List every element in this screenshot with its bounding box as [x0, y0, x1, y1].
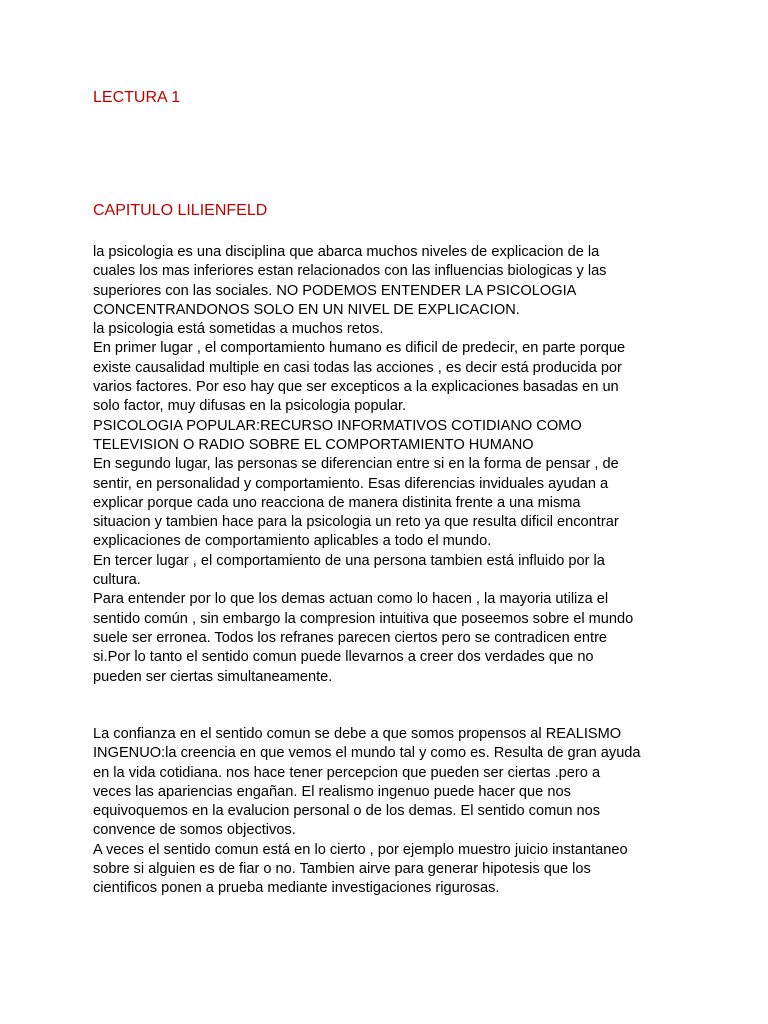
- document-title: LECTURA 1: [93, 89, 181, 106]
- text-line: INGENUO:la creencia en que vemos el mundo tal y como es. Resulta de gran ayuda: [93, 745, 641, 762]
- text-line: si.Por lo tanto el sentido comun puede llevarnos a creer dos verdades que no: [93, 649, 594, 666]
- text-line: cuales los mas inferiores estan relacionados con las influencias biologicas y las: [93, 263, 607, 280]
- text-line: explicaciones de comportamiento aplicables a todo el mundo.: [93, 533, 492, 550]
- text-line: En segundo lugar, las personas se diferencian entre si en la forma de pensar , de: [93, 456, 619, 473]
- text-line: equivoquemos en la evalucion personal o de los demas. El sentido comun nos: [93, 803, 601, 820]
- text-line: En tercer lugar , el comportamiento de una persona tambien está influido por la: [93, 552, 605, 569]
- text-line: A veces el sentido comun está en lo cierto , por ejemplo muestro juicio instantaneo: [93, 841, 628, 858]
- text-line: PSICOLOGIA POPULAR:RECURSO INFORMATIVOS COTIDIANO COMO: [93, 417, 582, 434]
- text-line: situacion y tambien hace para la psicologia un reto ya que resulta dificil encontrar: [93, 514, 619, 531]
- text-line: La confianza en el sentido comun se debe a que somos propensos al REALISMO: [93, 726, 622, 742]
- text-line: superiores con las sociales. NO PODEMOS ENTENDER LA PSICOLOGIA: [93, 282, 577, 299]
- text-line: pueden ser ciertas simultaneamente.: [93, 668, 333, 685]
- text-line: TELEVISION O RADIO SOBRE EL COMPORTAMIENTO HUMANO: [93, 436, 534, 453]
- text-line: En primer lugar , el comportamiento humano es dificil de predecir, en parte porque: [93, 340, 626, 357]
- text-line: cientificos ponen a prueba mediante investigaciones rigurosas.: [93, 880, 500, 897]
- text-line: cultura.: [93, 572, 141, 589]
- paragraph-block-2: [93, 725, 693, 899]
- text-line: sentido común , sin embargo la compresion intuitiva que poseemos sobre el mundo: [93, 610, 634, 627]
- text-line: varios factores. Por eso hay que ser excepticos a la explicaciones basadas en un: [93, 379, 619, 396]
- section-title: CAPITULO LILIENFELD: [93, 202, 268, 219]
- text-line: la psicologia es una disciplina que abarca muchos niveles de explicacion de la: [93, 244, 600, 260]
- text-line: sentir, en personalidad y comportamiento. Esas diferencias invidualеs ayudan a: [93, 475, 609, 492]
- text-line: explicar porque cada uno reacciona de manera distinita frente a una misma: [93, 494, 581, 511]
- paragraph-block-1: [93, 243, 693, 687]
- text-line: en la vida cotidiana. nos hace tener percepcion que pueden ser ciertas .pero a: [93, 764, 601, 781]
- text-line: suele ser erronea. Todos los refranes parecen ciertos pero se contradicen entre: [93, 629, 608, 646]
- text-line: la psicologia está sometidas a muchos retos.: [93, 321, 384, 338]
- text-line: convence de somos objectivos.: [93, 822, 296, 839]
- text-line: sobre si alguien es de fiar o no. Tambien airve para generar hipotesis que los: [93, 861, 591, 878]
- text-line: existe causalidad multiple en casi todas las acciones , es decir está producida por: [93, 359, 622, 376]
- text-line: CONCENTRANDONOS SOLO EN UN NIVEL DE EXPLICACION.: [93, 301, 520, 318]
- text-line: veces las apariencias engañan. El realismo ingenuo puede hacer que nos: [93, 783, 571, 800]
- text-line: Para entender por lo que los demas actuan como lo hacen , la mayoria utiliza el: [93, 591, 609, 608]
- text-line: solo factor, muy difusas en la psicologia popular.: [93, 398, 407, 415]
